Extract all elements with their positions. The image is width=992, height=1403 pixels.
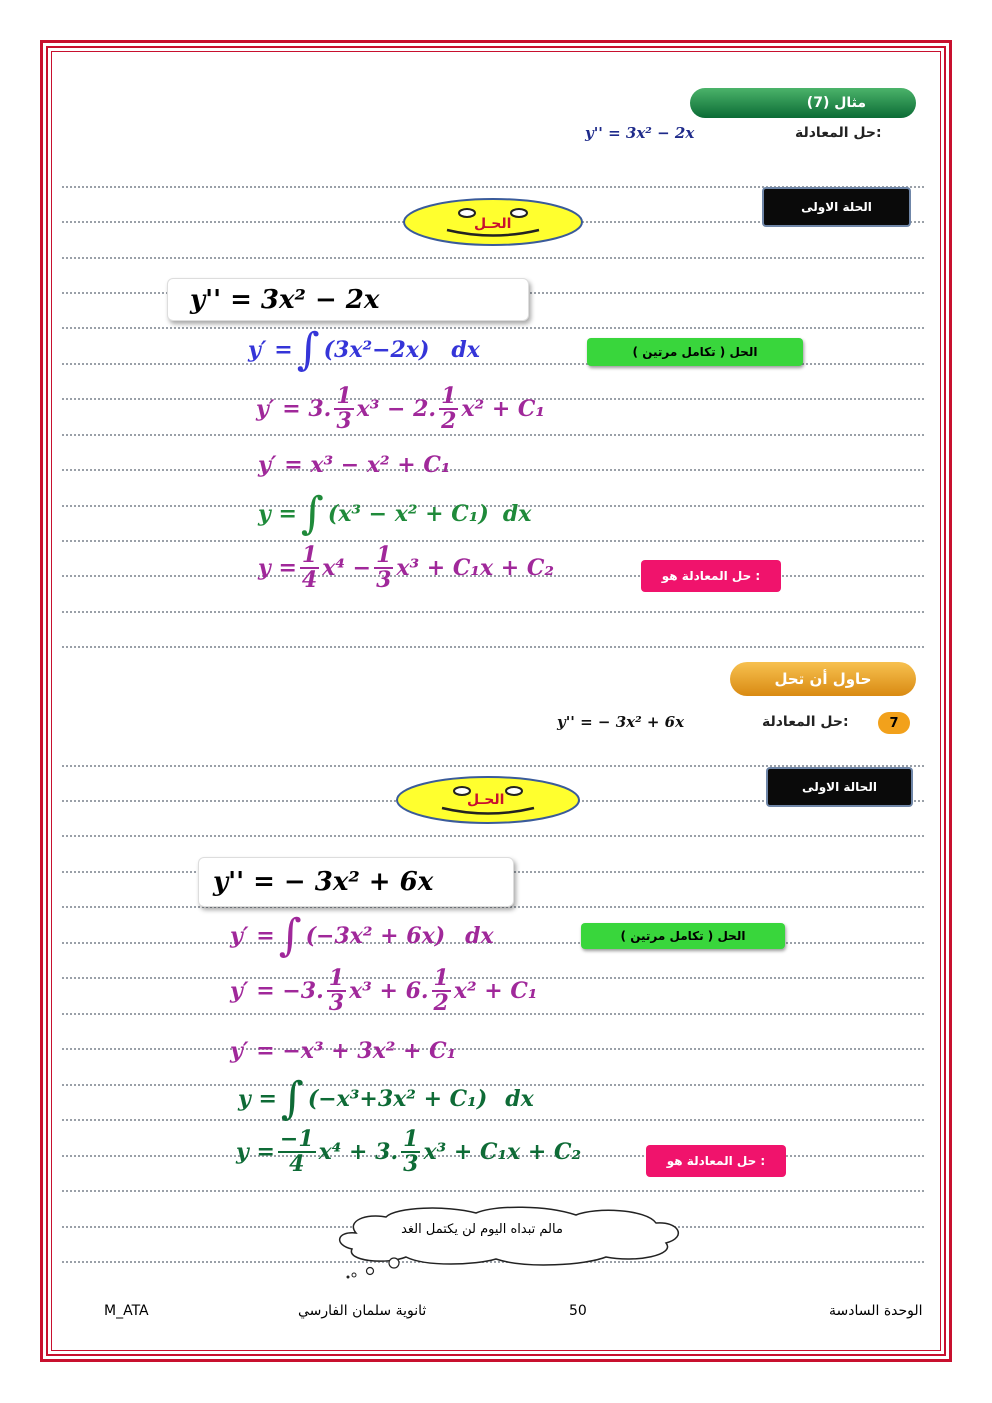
try-equation-text: y'' = − 3x² + 6x [557,713,685,731]
step-lhs: y = [236,1139,275,1166]
try-step-5 [236,1128,581,1176]
integral-icon: ∫ [300,488,324,539]
integral-icon: ∫ [280,1073,304,1124]
ruled-line [62,540,924,542]
smiley-label [467,792,504,808]
smiley-label [474,216,511,232]
example-boxed-equation-text: y'' = 3x² − 2x [190,284,380,315]
step-mid: x³ + 6. [349,978,429,1005]
try-equation [557,713,684,731]
try-step-2 [230,967,538,1015]
step-text: y′ = −x³ + 3x² + C₁ [230,1038,457,1064]
cloud-text [372,1222,592,1237]
try-step-4 [238,1073,534,1124]
try-result-label [646,1145,786,1177]
step-end: x³ + C₁x + C₂ [423,1139,582,1166]
step-text: y′ = x³ − x² + C₁ [258,452,451,478]
step-lhs: y = [258,555,297,582]
example-badge-label: مثال (7) [806,95,866,111]
try-step-1 [230,910,494,961]
step-lhs: y′ = 3. [256,396,332,423]
example-case-label [762,187,911,227]
step-lhs: y = [258,501,297,527]
step-mid: x³ − 2. [356,396,437,423]
step-body: (3x²−2x) [323,337,430,363]
smiley-label-text: الحـل [474,216,512,232]
step-mid: x⁴ − [322,555,372,582]
try-prompt [762,714,849,730]
try-number: 7 [889,715,899,731]
try-number-badge [878,712,910,734]
fraction: $\frac{1}{3}$ [328,965,345,1017]
ruled-line [62,469,924,471]
example-equation-text: y'' = 3x² − 2x [585,124,695,142]
ruled-line [62,257,924,259]
try-step-3 [230,1038,456,1064]
fraction: $\frac{1}{3}$ [403,1126,419,1178]
step-dx: dx [502,501,532,527]
example-prompt-label: حل المعادلة: [795,125,882,141]
integral-icon: ∫ [296,324,320,375]
footer-page-number: 50 [569,1303,587,1319]
thought-cloud-icon [326,1203,690,1283]
try-badge [730,662,916,696]
ruled-line [62,611,924,613]
fraction: $\frac{1}{3}$ [336,383,352,435]
step-dx: dx [465,923,494,949]
step-lhs: y′ = [230,923,275,949]
step-dx: dx [451,337,480,363]
example-method-label-text: الحل ( تكامل مرتين ) [632,345,758,359]
try-boxed-equation-text: y'' = − 3x² + 6x [213,867,434,897]
fraction: $\frac{1}{2}$ [433,965,449,1017]
try-case-label-text: الحالة الاولى [802,780,877,794]
fraction: $\frac{-1}{4}$ [279,1126,314,1178]
example-boxed-equation [167,278,529,321]
try-boxed-equation [198,857,514,907]
step-body: (x³ − x² + C₁) [327,501,489,527]
step-mid: x⁴ + 3. [318,1139,399,1166]
example-step-2 [256,385,545,433]
cloud-text-label: مالم تبداه اليوم لن يكتمل الغد [401,1222,563,1237]
example-prompt [795,125,882,141]
integral-icon: ∫ [278,910,302,961]
fraction: $\frac{1}{2}$ [441,383,457,435]
ruled-line [62,1190,924,1192]
example-method-label [587,338,803,366]
example-result-label [641,560,781,592]
ruled-line [62,327,924,329]
example-step-4 [258,488,532,539]
fraction: $\frac{1}{4}$ [301,542,318,594]
example-badge [690,88,916,118]
step-end: x² + C₁ [461,396,546,423]
step-lhs: y′ = −3. [230,978,324,1005]
try-prompt-label: حل المعادلة: [762,714,849,730]
example-result-label-text: حل المعادلة هو : [661,569,761,583]
ruled-line [62,835,924,837]
ruled-line [62,434,924,436]
try-method-label [581,923,785,949]
step-body: (−3x² + 6x) [305,923,446,949]
ruled-line [62,646,924,648]
step-lhs: y = [238,1086,277,1112]
step-end: x² + C₁ [453,978,538,1005]
try-case-label [766,767,913,807]
try-badge-label: حاول أن تحل [774,670,872,688]
example-step-1 [248,324,480,375]
example-step-5 [258,544,554,592]
example-step-3 [258,452,451,478]
footer-author: M_ATA [104,1303,149,1319]
footer-unit: الوحدة السادسة [829,1303,923,1319]
example-equation [585,124,694,142]
step-dx: dx [505,1086,534,1112]
smiley-label-text: الحـل [467,792,505,808]
ruled-line [62,1048,924,1050]
step-end: x³ + C₁x + C₂ [396,555,555,582]
footer-school: ثانوية سلمان الفارسي [298,1303,427,1319]
example-case-label-text: الحلة الاولى [801,200,872,214]
fraction: $\frac{1}{3}$ [376,542,392,594]
try-method-label-text: الحل ( تكامل مرتين ) [620,929,746,943]
step-body: (−x³+3x² + C₁) [307,1086,488,1112]
step-lhs: y′ = [248,337,293,363]
try-result-label-text: حل المعادلة هو : [666,1154,766,1168]
